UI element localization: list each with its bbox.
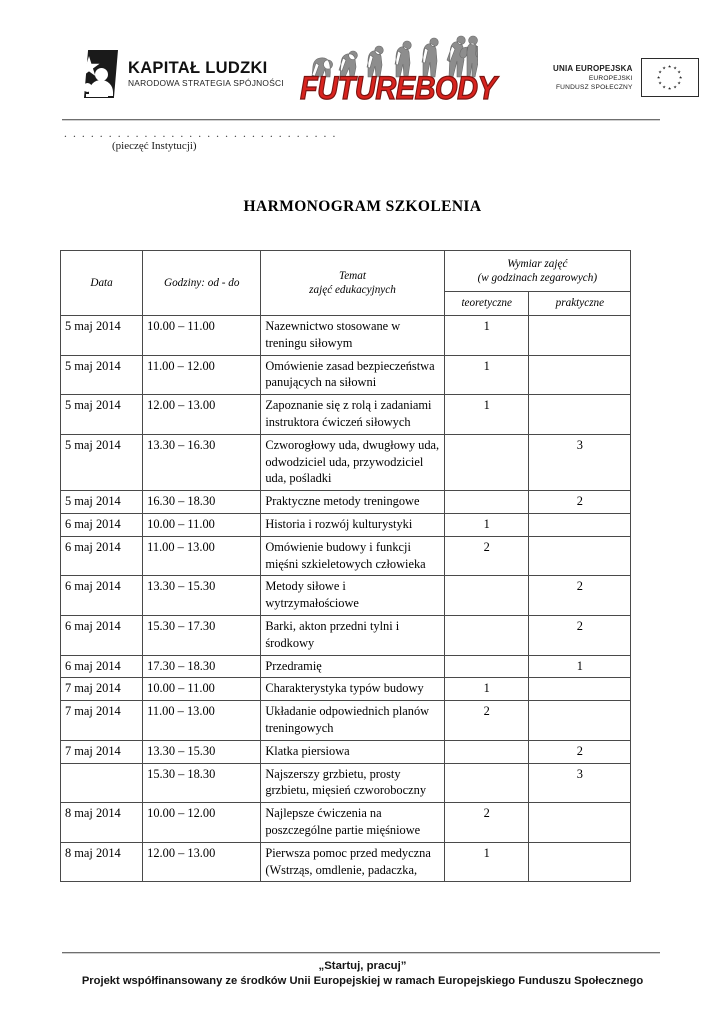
table-row — [61, 513, 631, 536]
cell-theory — [444, 740, 528, 763]
stamp-label: (pieczęć Instytucji) — [112, 140, 197, 152]
cell-topic: Barki, akton przedni tylni i środkowy — [261, 615, 444, 655]
column-header-topic-line2: zajęć edukacyjnych — [309, 284, 396, 296]
cell-hours: 13.30 – 15.30 — [143, 740, 261, 763]
cell-theory: 1 — [444, 395, 528, 435]
schedule-table-container — [60, 250, 631, 944]
cell-theory: 1 — [444, 355, 528, 395]
footer-funding-note: Projekt współfinansowany ze środków Unii Europejskiej w ramach Europejskiego Funduszu Społecznego — [81, 975, 644, 987]
cell-date: 6 maj 2014 — [61, 536, 143, 576]
cell-date: 8 maj 2014 — [61, 803, 143, 843]
cell-theory: 1 — [444, 678, 528, 701]
cell-practice — [528, 355, 630, 395]
cell-practice: 2 — [528, 615, 630, 655]
table-head — [61, 251, 631, 316]
cell-date: 6 maj 2014 — [61, 513, 143, 536]
cell-topic: Najlepsze ćwiczenia na poszczególne partie mięśniowe — [261, 803, 444, 843]
column-header-scope-line2: (w godzinach zegarowych) — [477, 272, 598, 284]
cell-hours: 11.00 – 13.00 — [143, 536, 261, 576]
cell-date: 5 maj 2014 — [61, 316, 143, 356]
table-header-row-main — [61, 251, 631, 292]
stamp-dotted-line: . . . . . . . . . . . . . . . . . . . . . . . . . . . . . . . — [64, 128, 337, 140]
cell-hours: 13.30 – 15.30 — [143, 576, 261, 616]
cell-practice — [528, 678, 630, 701]
cell-hours: 12.00 – 13.00 — [143, 842, 261, 882]
cell-theory: 2 — [444, 803, 528, 843]
cell-topic: Najszerszy grzbietu, prosty grzbietu, mięsień czworoboczny — [261, 763, 444, 803]
kapital-ludzki-subtitle: NARODOWA STRATEGIA SPÓJNOŚCI — [128, 78, 284, 88]
cell-practice — [528, 536, 630, 576]
cell-date — [61, 763, 143, 803]
cell-date: 8 maj 2014 — [61, 842, 143, 882]
cell-theory: 1 — [444, 316, 528, 356]
cell-practice: 1 — [528, 655, 630, 678]
cell-topic: Przedramię — [261, 655, 444, 678]
table-row — [61, 316, 631, 356]
cell-hours: 12.00 – 13.00 — [143, 395, 261, 435]
cell-practice: 2 — [528, 576, 630, 616]
table-row — [61, 615, 631, 655]
kapital-ludzki-star-people-icon — [78, 50, 120, 98]
table-row — [61, 842, 631, 882]
cell-practice: 3 — [528, 434, 630, 490]
cell-hours: 17.30 – 18.30 — [143, 655, 261, 678]
cell-topic: Czworogłowy uda, dwugłowy uda, odwodziciel uda, przywodziciel uda, pośladki — [261, 434, 444, 490]
column-header-scope — [444, 251, 630, 292]
cell-practice — [528, 395, 630, 435]
cell-topic: Układanie odpowiednich planów treningowych — [261, 701, 444, 741]
header-divider — [62, 119, 660, 121]
column-header-topic — [261, 251, 444, 316]
cell-topic: Pierwsza pomoc przed medyczna (Wstrząs, omdlenie, padaczka, — [261, 842, 444, 882]
cell-date: 6 maj 2014 — [61, 655, 143, 678]
cell-date: 6 maj 2014 — [61, 615, 143, 655]
cell-topic: Charakterystyka typów budowy — [261, 678, 444, 701]
cell-theory: 2 — [444, 701, 528, 741]
cell-hours: 10.00 – 11.00 — [143, 513, 261, 536]
table-row — [61, 491, 631, 514]
document-header — [0, 0, 725, 118]
cell-topic: Nazewnictwo stosowane w treningu siłowym — [261, 316, 444, 356]
page-title: HARMONOGRAM SZKOLENIA — [243, 198, 482, 215]
table-row — [61, 763, 631, 803]
cell-practice: 2 — [528, 740, 630, 763]
futurebody-logo — [300, 33, 497, 107]
cell-practice — [528, 513, 630, 536]
cell-date: 5 maj 2014 — [61, 355, 143, 395]
cell-topic: Praktyczne metody treningowe — [261, 491, 444, 514]
cell-date: 6 maj 2014 — [61, 576, 143, 616]
cell-date: 7 maj 2014 — [61, 678, 143, 701]
cell-hours: 16.30 – 18.30 — [143, 491, 261, 514]
kapital-ludzki-logo — [78, 50, 284, 98]
cell-date: 5 maj 2014 — [61, 491, 143, 514]
cell-topic: Metody siłowe i wytrzymałościowe — [261, 576, 444, 616]
cell-hours: 10.00 – 11.00 — [143, 678, 261, 701]
futurebody-wordmark: FUTUREBODY — [300, 71, 497, 107]
cell-theory — [444, 491, 528, 514]
european-union-logo — [553, 58, 699, 97]
cell-topic: Omówienie zasad bezpieczeństwa panujących na siłowni — [261, 355, 444, 395]
footer-project-name: „Startuj, pracuj” — [318, 960, 407, 972]
cell-topic: Klatka piersiowa — [261, 740, 444, 763]
table-body — [61, 316, 631, 882]
column-header-scope-line1: Wymiar zajęć — [507, 258, 568, 270]
document-footer — [0, 959, 725, 989]
cell-theory: 1 — [444, 842, 528, 882]
cell-hours: 11.00 – 13.00 — [143, 701, 261, 741]
cell-theory — [444, 615, 528, 655]
cell-theory — [444, 655, 528, 678]
cell-theory: 2 — [444, 536, 528, 576]
column-header-topic-line1: Temat — [339, 270, 366, 282]
column-header-hours: Godziny: od - do — [143, 251, 261, 316]
cell-topic: Historia i rozwój kulturystyki — [261, 513, 444, 536]
table-row — [61, 536, 631, 576]
footer-divider — [62, 952, 660, 954]
cell-date: 5 maj 2014 — [61, 395, 143, 435]
cell-theory: 1 — [444, 513, 528, 536]
cell-practice: 2 — [528, 491, 630, 514]
table-row — [61, 678, 631, 701]
cell-theory — [444, 763, 528, 803]
schedule-table — [60, 250, 631, 882]
eu-flag-stars-icon — [641, 58, 699, 97]
column-header-theory: teoretyczne — [444, 292, 528, 316]
cell-practice — [528, 803, 630, 843]
cell-practice — [528, 701, 630, 741]
cell-hours: 11.00 – 12.00 — [143, 355, 261, 395]
table-row — [61, 740, 631, 763]
table-row — [61, 355, 631, 395]
cell-hours: 10.00 – 11.00 — [143, 316, 261, 356]
table-row — [61, 655, 631, 678]
cell-practice — [528, 842, 630, 882]
table-row — [61, 803, 631, 843]
table-row — [61, 576, 631, 616]
table-row — [61, 395, 631, 435]
cell-practice — [528, 316, 630, 356]
eu-subtitle-1: EUROPEJSKI — [588, 74, 633, 82]
cell-hours: 10.00 – 12.00 — [143, 803, 261, 843]
column-header-practice: praktyczne — [528, 292, 630, 316]
table-row — [61, 434, 631, 490]
kapital-ludzki-title: KAPITAŁ LUDZKI — [128, 59, 268, 77]
cell-topic: Zapoznanie się z rolą i zadaniami instruktora ćwiczeń siłowych — [261, 395, 444, 435]
table-row — [61, 701, 631, 741]
cell-topic: Omówienie budowy i funkcji mięśni szkieletowych człowieka — [261, 536, 444, 576]
cell-hours: 15.30 – 18.30 — [143, 763, 261, 803]
cell-date: 5 maj 2014 — [61, 434, 143, 490]
cell-hours: 15.30 – 17.30 — [143, 615, 261, 655]
cell-date: 7 maj 2014 — [61, 701, 143, 741]
cell-theory — [444, 434, 528, 490]
cell-theory — [444, 576, 528, 616]
cell-practice: 3 — [528, 763, 630, 803]
cell-hours: 13.30 – 16.30 — [143, 434, 261, 490]
column-header-date: Data — [61, 251, 143, 316]
eu-title: UNIA EUROPEJSKA — [553, 63, 633, 73]
cell-date: 7 maj 2014 — [61, 740, 143, 763]
eu-subtitle-2: FUNDUSZ SPOŁECZNY — [555, 83, 633, 91]
